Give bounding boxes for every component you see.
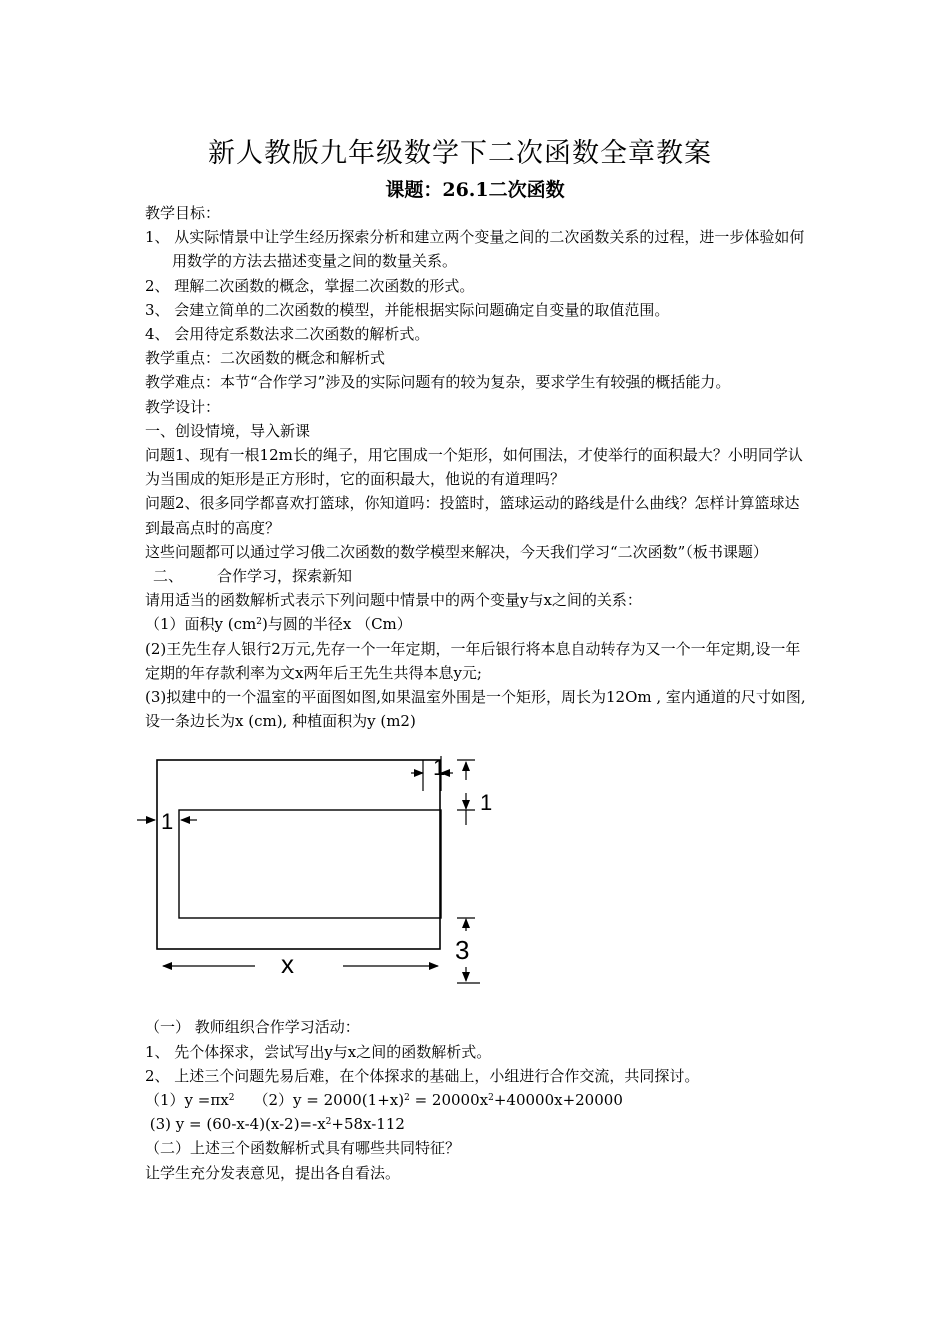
- answer-2: $(2)y = 2000(1+x)^2 = 20000x^2+40000x+20000$: [253, 1091, 623, 1110]
- greenhouse-figure: [145, 733, 809, 1015]
- question-2: 问题2、很多同学都喜欢打篮球，你知道吗：投篮时，篮球运动的路线是什么曲线？怎样计算篮球达到最高点时的高度？: [145, 494, 800, 537]
- label-top-1: 1: [433, 755, 446, 781]
- question-1: 问题1、现有一根12m长的绳子，用它围成一个矩形，如何围法，才使举行的面积最大？小明同学认为当围成的矩形是正方形时，它的面积最大，他说的有道理吗？: [145, 446, 803, 489]
- task-text: 请用适当的函数解析式表示下列问题中情景中的两个变量y与x之间的关系：: [145, 591, 642, 610]
- objectives-heading: 教学目标：: [145, 204, 221, 222]
- section2-heading: [145, 564, 809, 588]
- section1-heading: 一、创设情境，导入新课: [145, 421, 311, 440]
- problem-3: (3)拟建中的一个温室的平面图如图,如果温室外围是一个矩形，周长为12Om , 室内通道的尺寸如图,设一条边长为x (cm), 种植面积为y (m2): [145, 688, 806, 731]
- activity2-heading: （二）上述三个函数解析式具有哪些共同特征？: [145, 1139, 461, 1158]
- key-point: 教学重点：二次函数的概念和解析式: [145, 349, 386, 368]
- difficulty: 教学难点：本节“合作学习”涉及的实际问题有的较为复杂，要求学生有较强的概括能力。: [145, 373, 731, 392]
- activity1-heading: （一） 教师组织合作学习活动：: [145, 1018, 360, 1037]
- closing-text: 让学生充分发表意见，提出各自看法。: [145, 1163, 401, 1182]
- objective-item: 3、 会建立简单的二次函数的模型，并能根据实际问题确定自变量的取值范围。: [145, 300, 670, 319]
- design-heading: 教学设计：: [145, 397, 221, 416]
- document-body: [145, 201, 809, 1185]
- answers-1-2: [145, 1088, 809, 1112]
- problem-2: (2)王先生存人银行2万元,先存一个一年定期，一年后银行将本息自动转存为又一个一年定期,设一年定期的年存款利率为文x两年后王先生共得本息y元;: [145, 639, 801, 682]
- label-bottom-3: 3: [455, 935, 470, 966]
- label-bottom-x: x: [281, 949, 294, 980]
- objective-item: 2、 理解二次函数的概念，掌握二次函数的形式。: [145, 276, 475, 295]
- outer-rectangle: [157, 760, 440, 949]
- inner-rectangle: [179, 810, 441, 918]
- label-left-1: 1: [161, 809, 174, 835]
- section2-title: 合作学习，探索新知: [217, 567, 353, 586]
- intro-text: 这些问题都可以通过学习俄二次函数的数学模型来解决，今天我们学习“二次函数”（板书课题）: [145, 542, 768, 561]
- lesson-title: 课题：26.1二次函数: [385, 179, 565, 201]
- label-right-1: 1: [480, 790, 493, 816]
- objective-item: 4、 会用待定系数法求二次函数的解析式。: [145, 325, 430, 344]
- answer-1: $(1)y =\pi x^2$: [145, 1091, 235, 1110]
- activity-item: 1、 先个体探求，尝试写出y与x之间的函数解析式。: [145, 1042, 492, 1061]
- answer-3: (3) $y = (60-x-4)(x-2)=-x^2+58x-112$: [149, 1115, 405, 1134]
- section2-number: 二、: [153, 567, 184, 586]
- objective-item: 1、 从实际情景中让学生经历探索分析和建立两个变量之间的二次函数关系的过程，进一步体验如何用数学的方法去描述变量之间的数量关系。: [145, 228, 805, 271]
- activity-item: 2、 上述三个问题先易后难，在个体探求的基础上，小组进行合作交流，共同探讨。: [145, 1066, 700, 1085]
- greenhouse-diagram: [135, 753, 505, 1003]
- document-title: 新人教版九年级数学下二次函数全章教案: [208, 138, 712, 169]
- problem-1: （1）面积y $(cm^2)$与圆的半径x （Cm）: [145, 615, 412, 634]
